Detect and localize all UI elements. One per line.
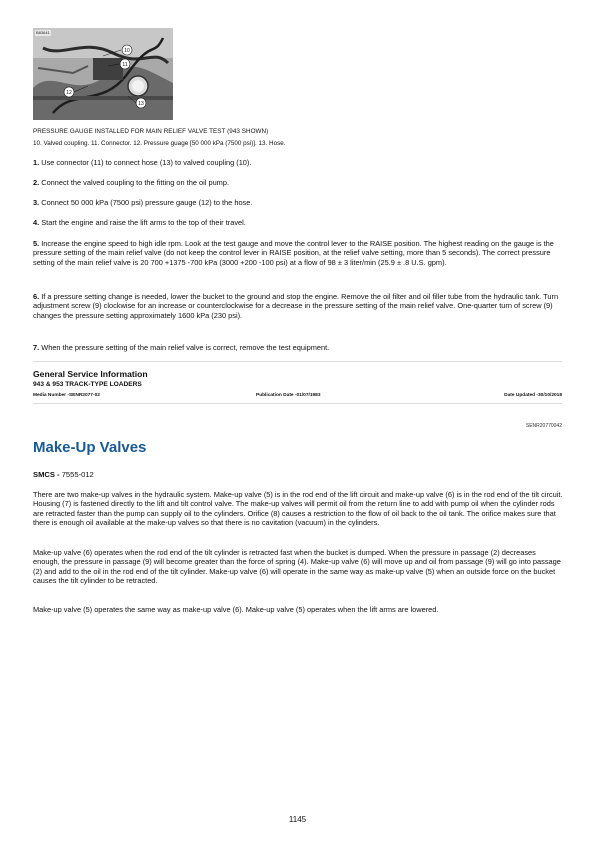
step-3: [33, 198, 563, 207]
figure-tag: B83641: [36, 30, 50, 35]
smcs-line: [33, 470, 94, 479]
paragraph: There are two make-up valves in the hydraulic system. Make-up valve (5) is in the rod end of the lift circuit and make-up valve (6) is in the rod end of the tilt circuit. Housing (7) is fastened directly to the lift and tilt control valve. The make-up valves will permit oil from the return line to add with pump oil when the cylinder rods are retracted faster than the pump can supply oil to the cylinders. Orifice (8) causes a restriction to the flow of oil back to the oil tank. The orifice makes sure that there is enough oil available at the make-up valves so that there is no cavitation (vacuum) in the cylinders.: [33, 490, 563, 528]
step-number: 4.: [33, 218, 40, 227]
figure-caption-title: PRESSURE GAUGE INSTALLED FOR MAIN RELIEF VALVE TEST (943 SHOWN): [33, 128, 269, 135]
smcs-value: 7555-012: [59, 470, 94, 479]
step-text: Increase the engine speed to high idle rpm. Look at the test gauge and move the control lever to the RAISE position. The highest reading on the gauge is the pressure setting of the main relief valve (do not keep the control lever in RAISE position, at the relief valve setting, more than 5 seconds). The correct pressure setting of the main relief valve is 20 700 +1375 -700 kPa (3000 +200 -100 psi) at a flow of 98 ± 3 liter/min (25.9 ± .8 U.S. gpm).: [33, 239, 554, 267]
step-6: [33, 292, 563, 320]
step-number: 1.: [33, 158, 40, 167]
paragraph: Make-up valve (5) operates the same way as make-up valve (6). Make-up valve (5) operates when the lift arms are lowered.: [33, 605, 439, 614]
figure-photo: [33, 28, 173, 120]
step-text: Start the engine and raise the lift arms to the top of their travel.: [41, 218, 246, 227]
smcs-label: SMCS -: [33, 470, 60, 479]
callout-13: 13: [138, 101, 144, 107]
document-id: SENR20770042: [525, 423, 562, 429]
step-text: If a pressure setting change is needed, lower the bucket to the ground and stop the engine. Remove the oil filter and oil filler tube from the hydraulic tank. Turn adjustment screw (9) clockwise for an increase or counterclockwise for a decrease in the pressure setting of the main relief valve. One-quarter turn of screw (9) changes the pressure setting approximately 1600 kPa (230 psi).: [33, 292, 559, 320]
step-2: [33, 178, 563, 187]
callout-11: 11: [122, 62, 128, 68]
step-number: 6.: [33, 292, 40, 301]
step-number: 7.: [33, 343, 40, 352]
figure-caption-legend: 10. Valved coupling. 11. Connector. 12. Pressure guage [50 000 kPa (7500 psi)]. 13. Hose.: [33, 140, 286, 147]
page-number: 1145: [288, 815, 307, 824]
step-text: Connect the valved coupling to the fitting on the oil pump.: [41, 178, 229, 187]
callout-10: 10: [124, 48, 130, 54]
step-number: 5.: [33, 239, 40, 248]
step-text: Connect 50 000 kPa (7500 psi) pressure gauge (12) to the hose.: [41, 198, 253, 207]
media-number: Media Number -SENR2077-02: [33, 393, 100, 398]
step-5: [33, 239, 563, 267]
step-1: [33, 158, 563, 167]
step-text: Use connector (11) to connect hose (13) to valved coupling (10).: [41, 158, 252, 167]
callout-12: 12: [66, 90, 72, 96]
step-4: [33, 218, 563, 227]
document-subtitle: 943 & 953 TRACK-TYPE LOADERS: [33, 381, 142, 388]
date-updated: Date Updated -30/10/2018: [504, 393, 562, 398]
document-title: General Service Information: [33, 369, 148, 379]
step-text: When the pressure setting of the main relief valve is correct, remove the test equipment.: [41, 343, 330, 352]
step-7: [33, 343, 563, 352]
section-title: Make-Up Valves: [33, 439, 147, 456]
divider: [33, 361, 562, 362]
step-number: 3.: [33, 198, 40, 207]
step-number: 2.: [33, 178, 40, 187]
paragraph: Make-up valve (6) operates when the rod end of the tilt cylinder is retracted fast when the bucket is dumped. When the pressure in passage (2) decreases enough, the pressure in passage (9) will become greater than the force of spring (4). Make-up valve (6) will move up and oil from passage (9) will go into passage (2) and add to the oil in the rod end of the tilt cylinder. Make-up valve (6) will operate in the same way as make-up valve (5) when an outside force on the bucket causes the tilt cylinder to be retracted.: [33, 548, 561, 586]
engine-photo-illustration: [33, 28, 173, 120]
publication-date: Publication Date -01/07/1983: [256, 393, 321, 398]
divider: [33, 403, 562, 404]
